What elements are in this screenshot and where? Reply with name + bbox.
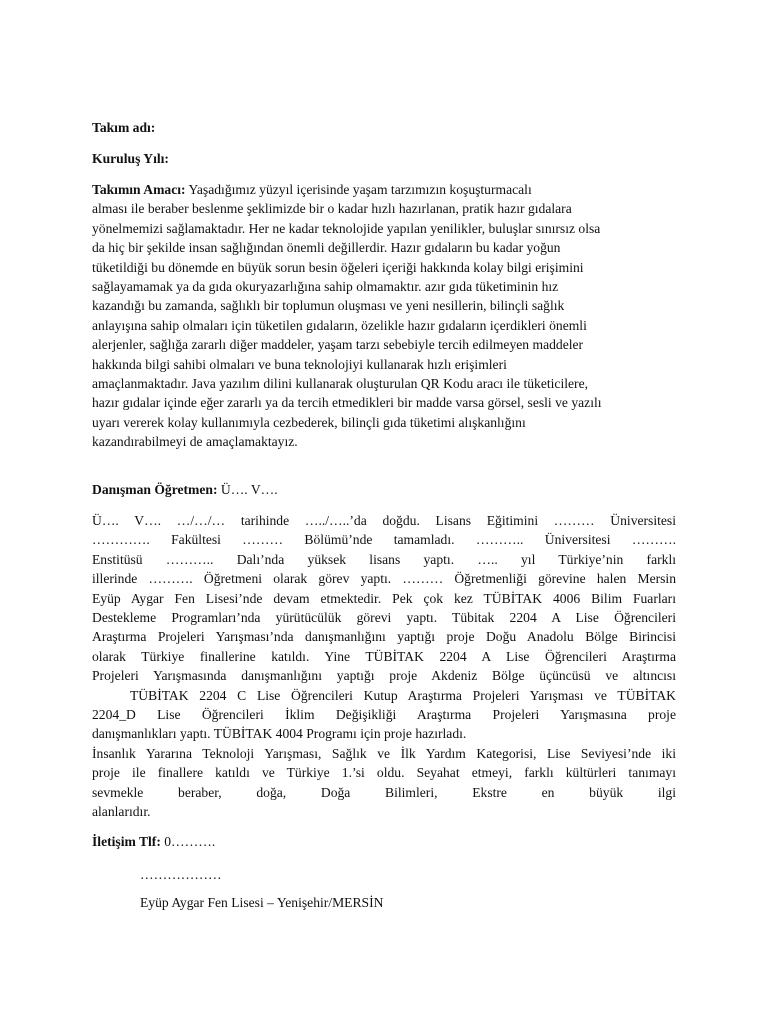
contact-label: İletişim Tlf: — [92, 834, 161, 849]
purpose-line: yönelmemizi sağlamaktadır. Her ne kadar teknolojide yapılan yenilikler, buluşlar sınırsız olsa — [92, 220, 601, 236]
team-name-label: Takım adı: — [92, 120, 156, 135]
purpose-line: uyarı vererek kolay kullanımıyla cezbederek, bilinçli gıda tüketimi alışkanlığını — [92, 414, 526, 430]
purpose-line: kazandırabilmeyi de amaçlamaktayız. — [92, 434, 298, 450]
purpose-line: sağlayamamak ya da gıda okuryazarlığına sahip olmamaktır. azır gıda tüketiminin hız — [92, 279, 559, 295]
bio-line: Destekleme Programları’nda yürütücülük görevi yaptı. Tübitak 2204 A Lise Öğrencileri — [92, 610, 676, 626]
purpose-line: kazandığı bu zamanda, sağlıklı bir toplumun oluşması ve yeni nesillerin, bilinçli sağlık — [92, 298, 565, 314]
bio-line: danışmanlıkları yaptı. TÜBİTAK 4004 Programı için proje hazırladı. — [92, 726, 467, 742]
bio-line: alanlarıdır. — [92, 804, 151, 820]
purpose-line: alerjenler, sağlığa zararlı diğer maddeler, yaşam tarzı sebebiyle tercih edilmeyen maddeler — [92, 337, 584, 353]
advisor-label: Danışman Öğretmen: — [92, 482, 218, 497]
purpose-line: Yaşadığımız yüzyıl içerisinde yaşam tarzımızın koşuşturmacalı — [185, 182, 532, 197]
advisor-bio-paragraph — [92, 511, 676, 822]
purpose-line: hakkında bilgi sahibi olmaları ve buna teknolojiyi kullanarak hızlı erişimleri — [92, 356, 507, 372]
purpose-paragraph — [92, 180, 677, 452]
founding-year-label: Kuruluş Yılı: — [92, 151, 169, 166]
advisor-name: Ü…. V…. — [217, 482, 278, 497]
bio-line: …………. Fakültesi ……… Bölümü’nde tamamladı. ……….. Üniversitesi ………. — [92, 532, 676, 548]
bio-line: Enstitüsü ……….. Dalı’nda yüksek lisans yaptı. ….. yıl Türkiye’nin farklı — [92, 551, 676, 567]
purpose-line: alması ile beraber beslenme şeklimizde bir o kadar hızlı hazırlanan, pratik hazır gıdalara — [92, 201, 572, 217]
bio-line: Araştırma Projeleri Yarışması’nda danışmanlığını yaptığı proje Doğu Anadolu Bölge Birincisi — [92, 629, 676, 645]
purpose-line: da hiç bir şekilde insan sağlığından önemli değillerdir. Hazır gıdaların bu kadar yoğun — [92, 240, 561, 256]
bio-line: 2204_D Lise Öğrencileri İklim Değişikliği Araştırma Projeleri Yarışmasına proje — [92, 707, 676, 723]
bio-line: Projeleri Yarışmasında danışmanlığını yaptığı proje Akdeniz Bölge üçüncüsü ve altıncısı — [92, 668, 676, 684]
purpose-line: amaçlanmaktadır. Java yazılım dilini kullanarak oluşturulan QR Kodu aracı ile tüketicilere, — [92, 376, 589, 392]
contact-line — [92, 832, 677, 851]
bio-line: İnsanlık Yararına Teknoloji Yarışması, Sağlık ve İlk Yardım Kategorisi, Lise Seviyesi’nde iki — [92, 745, 676, 761]
bio-line: proje ile finallere katıldı ve Türkiye 1.’si oldu. Seyahat etmeyi, farklı kültürleri tanımayı — [92, 765, 676, 781]
founding-year-line — [92, 149, 677, 168]
bio-line: Eyüp Aygar Fen Lisesi’nde devam etmektedir. Pek çok kez TÜBİTAK 4006 Bilim Fuarları — [92, 590, 676, 606]
purpose-line: hazır gıdalar içinde eğer zararlı ya da tercih etmedikleri bir madde varsa görsel, sesli ve yazılı — [92, 395, 602, 411]
purpose-line: anlayışına sahip olmaları için tüketilen gıdaların, özelikle hazır gıdaların içerdikleri önemli — [92, 317, 587, 333]
bio-line: TÜBİTAK 2204 C Lise Öğrencileri Kutup Araştırma Projeleri Yarışması ve TÜBİTAK — [130, 687, 676, 703]
bio-line: olarak Türkiye finallerine katıldı. Yine TÜBİTAK 2204 A Lise Öğrencileri Araştırma — [92, 648, 676, 664]
school-name: Eyüp Aygar Fen Lisesi – Yenişehir/MERSİN — [140, 895, 384, 910]
team-name-line — [92, 118, 677, 137]
purpose-label: Takımın Amacı: — [92, 182, 186, 197]
bio-line: Ü…. V…. …/…/… tarihinde …../…..’da doğdu. Lisans Eğitimini ……… Üniversitesi — [92, 513, 676, 528]
bio-line: sevmekle beraber, doğa, Doğa Bilimleri, Ekstre en büyük ilgi — [92, 784, 676, 800]
bio-line: illerinde ………. Öğretmeni olarak görev yaptı. ……… Öğretmenliği görevine halen Mersin — [92, 571, 676, 587]
advisor-line — [92, 480, 677, 499]
signature-dots: ……………… — [140, 867, 222, 882]
contact-phone: 0………. — [160, 834, 216, 849]
purpose-first-line — [92, 180, 677, 199]
purpose-line: tüketildiği bu dönemde en büyük sorun besin öğeleri içeriği hakkında kolay bilgi erişimini — [92, 259, 584, 275]
